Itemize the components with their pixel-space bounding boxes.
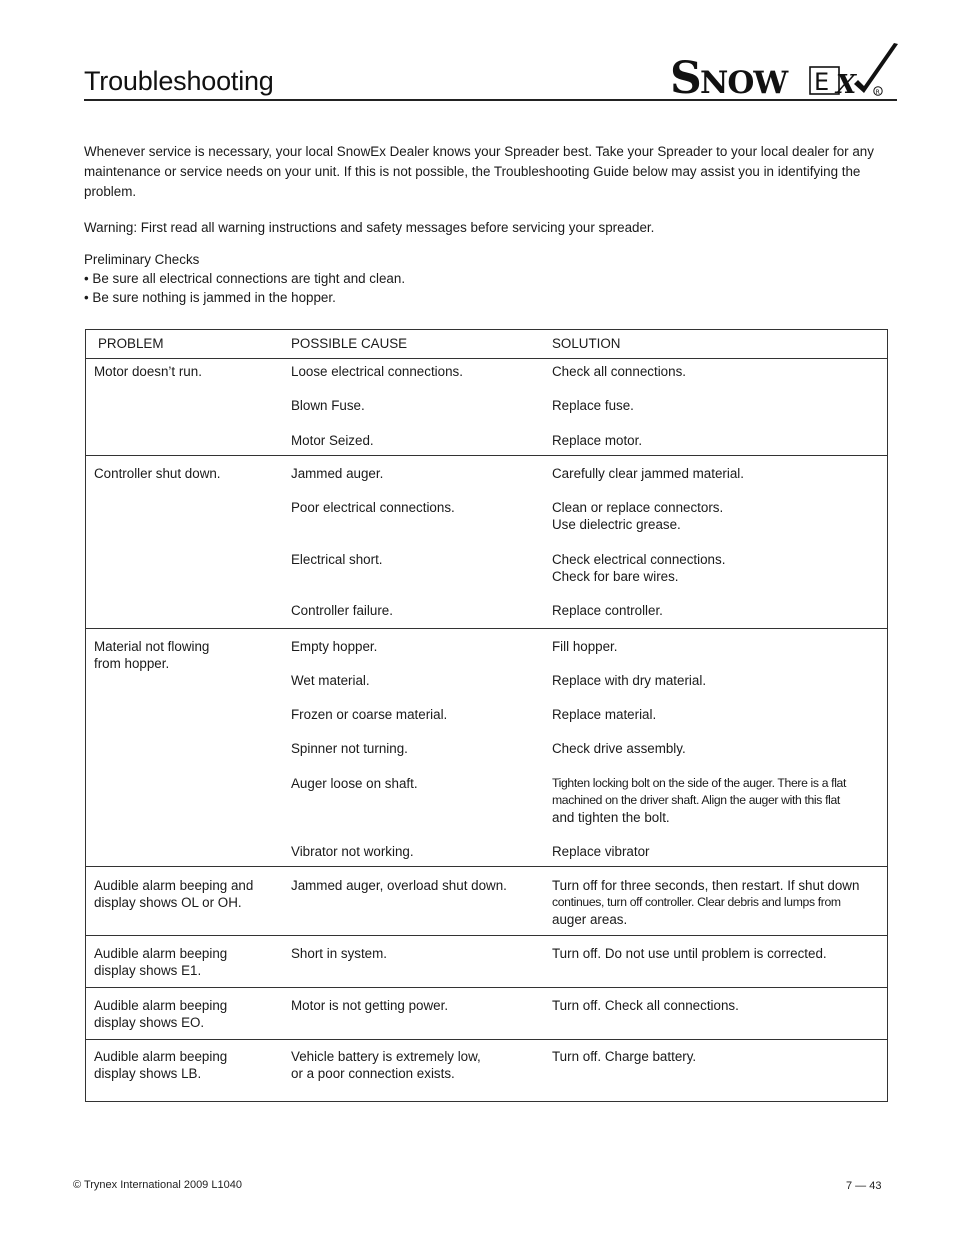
cause-cell: Controller failure.: [291, 603, 393, 618]
solution-line: Turn off for three seconds, then restart. If shut down: [552, 878, 860, 893]
table-row-group: [86, 867, 887, 936]
header-cause: POSSIBLE CAUSE: [291, 336, 408, 351]
solution-cell: [552, 775, 887, 826]
svg-text:S: S: [670, 53, 702, 100]
solution-line: Use dielectric grease.: [552, 517, 681, 532]
problem-line: display shows LB.: [94, 1066, 202, 1081]
cause-cell: [291, 1048, 546, 1082]
solution-cell: Carefully clear jammed material.: [552, 466, 744, 481]
solution-cell: Replace motor.: [552, 433, 643, 448]
svg-text:E: E: [814, 68, 830, 96]
cause-cell: Motor is not getting power.: [291, 998, 449, 1013]
cause-cell: Auger loose on shaft.: [291, 776, 418, 791]
cause-cell: Spinner not turning.: [291, 741, 408, 756]
cause-cell: Loose electrical connections.: [291, 364, 463, 379]
cause-cell: Motor Seized.: [291, 433, 374, 448]
problem-line: Controller shut down.: [94, 466, 221, 481]
problem-cell: [94, 945, 284, 979]
svg-text:R: R: [875, 88, 880, 96]
cause-line: Vehicle battery is extremely low,: [291, 1049, 481, 1064]
solution-cell: Fill hopper.: [552, 639, 618, 654]
page-title: Troubleshooting: [84, 66, 274, 96]
solution-cell: Turn off. Check all connections.: [552, 998, 739, 1013]
problem-line: from hopper.: [94, 656, 170, 671]
table-header-row: [86, 330, 887, 359]
preliminary-checks: [84, 250, 904, 307]
cause-cell: Jammed auger.: [291, 466, 384, 481]
solution-line: Tighten locking bolt on the side of the auger. There is a flat: [552, 776, 847, 790]
table-row-group: [86, 936, 887, 988]
solution-line: Clean or replace connectors.: [552, 500, 724, 515]
footer-page-number: 7 — 43: [846, 1180, 882, 1192]
problem-line: Motor doesn’t run.: [94, 364, 202, 379]
cause-cell: Frozen or coarse material.: [291, 707, 448, 722]
table-row-group: [86, 988, 887, 1040]
warning-text: Warning: First read all warning instructions and safety messages before servicing your spreader.: [84, 220, 655, 235]
table-row-group: [86, 456, 887, 629]
cause-cell: Blown Fuse.: [291, 398, 365, 413]
table-row-group: [86, 359, 887, 456]
solution-line: machined on the driver shaft. Align the auger with this flat: [552, 793, 840, 807]
solution-cell: [552, 877, 887, 928]
prelim-item: • Be sure all electrical connections are tight and clean.: [84, 271, 406, 286]
solution-cell: Check drive assembly.: [552, 741, 686, 756]
header-solution: SOLUTION: [552, 336, 621, 351]
cause-cell: Jammed auger, overload shut down.: [291, 878, 507, 893]
problem-line: Audible alarm beeping: [94, 946, 228, 961]
prelim-item: • Be sure nothing is jammed in the hopper.: [84, 290, 336, 305]
solution-cell: Turn off. Charge battery.: [552, 1049, 697, 1064]
problem-line: display shows OL or OH.: [94, 895, 242, 910]
solution-cell: Replace with dry material.: [552, 673, 707, 688]
problem-line: Audible alarm beeping: [94, 1049, 228, 1064]
svg-text:X: X: [836, 70, 857, 100]
cause-cell: Empty hopper.: [291, 639, 378, 654]
intro-paragraph: [84, 142, 904, 202]
solution-cell: [552, 551, 887, 585]
cause-cell: Short in system.: [291, 946, 387, 961]
cause-line: or a poor connection exists.: [291, 1066, 455, 1081]
solution-line: Check electrical connections.: [552, 552, 726, 567]
solution-cell: Check all connections.: [552, 364, 686, 379]
solution-cell: [552, 499, 887, 533]
header-problem: PROBLEM: [98, 336, 164, 351]
footer-copyright: © Trynex International 2009 L1040: [73, 1179, 242, 1191]
intro-line: maintenance or service needs on your unit. If this is not possible, the Troubleshooting Guide below may assist you in identifying the: [84, 164, 861, 179]
cause-cell: Electrical short.: [291, 552, 383, 567]
cause-cell: Vibrator not working.: [291, 844, 414, 859]
solution-line: Check for bare wires.: [552, 569, 679, 584]
cause-cell: Poor electrical connections.: [291, 500, 455, 515]
problem-line: display shows EO.: [94, 1015, 205, 1030]
problem-cell: [94, 1048, 284, 1082]
table-row-group: [86, 629, 887, 867]
solution-line: auger areas.: [552, 912, 628, 927]
intro-line: problem.: [84, 184, 137, 199]
solution-cell: Turn off. Do not use until problem is corrected.: [552, 946, 827, 961]
problem-cell: [94, 363, 284, 380]
solution-cell: Replace material.: [552, 707, 657, 722]
snowex-logo: [668, 40, 902, 100]
solution-cell: Replace controller.: [552, 603, 663, 618]
solution-line: continues, turn off controller. Clear debris and lumps from: [552, 895, 841, 909]
problem-cell: [94, 877, 284, 911]
solution-cell: Replace vibrator: [552, 844, 650, 859]
cause-cell: Wet material.: [291, 673, 370, 688]
troubleshooting-table: [85, 329, 888, 1102]
solution-cell: Replace fuse.: [552, 398, 634, 413]
problem-line: Material not flowing: [94, 639, 210, 654]
problem-cell: [94, 465, 284, 482]
problem-line: Audible alarm beeping and: [94, 878, 254, 893]
problem-cell: [94, 638, 284, 672]
svg-text:NOW: NOW: [700, 65, 788, 100]
intro-line: Whenever service is necessary, your local SnowEx Dealer knows your Spreader best. Take your Spreader to your local dealer for any: [84, 144, 874, 159]
table-row-group: [86, 1040, 887, 1101]
prelim-title: Preliminary Checks: [84, 252, 200, 267]
problem-line: Audible alarm beeping: [94, 998, 228, 1013]
problem-cell: [94, 997, 284, 1031]
solution-line: and tighten the bolt.: [552, 810, 670, 825]
problem-line: display shows E1.: [94, 963, 202, 978]
